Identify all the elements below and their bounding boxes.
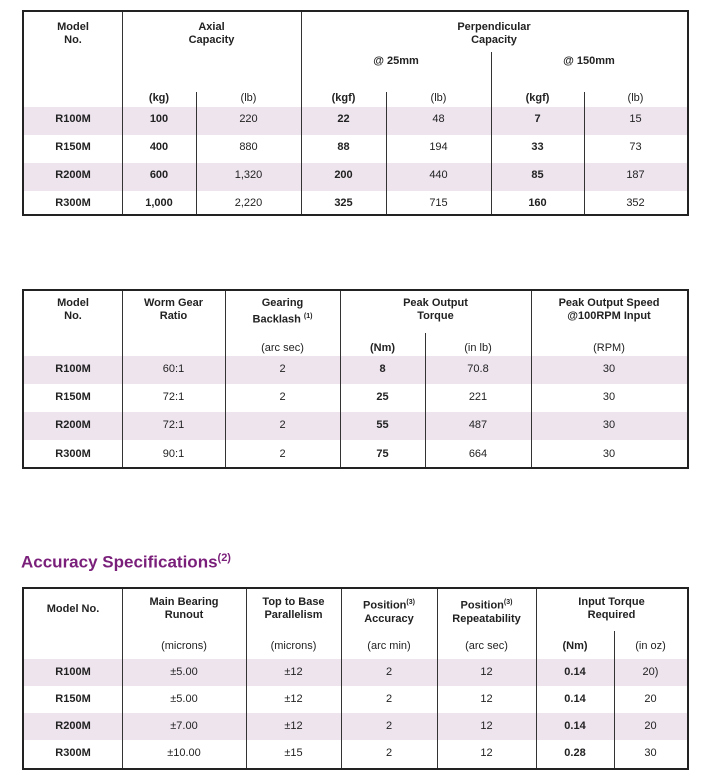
unit-microns: (microns) [161, 640, 207, 652]
value-cell: 440 [429, 169, 448, 181]
unit-kgf: (kgf) [331, 92, 356, 104]
value-cell: 15 [629, 113, 642, 125]
value-cell: 194 [429, 141, 448, 153]
value-cell: 664 [468, 448, 488, 460]
unit-microns: (microns) [270, 640, 317, 652]
value-cell: 7 [534, 113, 541, 125]
value-cell: 30 [602, 363, 616, 375]
value-cell: 2 [279, 391, 286, 403]
model-cell: R300M [55, 747, 91, 759]
unit-rpm: (RPM) [593, 342, 625, 354]
header-model: Model No. [57, 297, 89, 322]
value-cell: 75 [376, 448, 389, 460]
header-position-accuracy: Position$^{(3)}$ Accuracy [363, 599, 415, 625]
model-cell: R100M [55, 363, 91, 375]
header-peak-torque: Peak Output Torque [403, 297, 468, 322]
value-cell: 88 [337, 141, 350, 153]
header-peak-speed: Peak Output Speed @100RPM Input [558, 297, 660, 322]
unit-kg: (kg) [148, 92, 170, 104]
value-cell: 12 [480, 666, 493, 678]
value-cell: 400 [149, 141, 169, 153]
value-cell: 487 [468, 419, 488, 431]
value-cell: 20) [642, 666, 659, 678]
value-cell: 30 [644, 747, 657, 759]
value-cell: 325 [334, 197, 353, 209]
value-cell: 30 [602, 419, 616, 431]
value-cell: ±12 [284, 720, 303, 732]
value-cell: 12 [480, 720, 493, 732]
model-cell: R300M [55, 448, 91, 460]
header-axial: Axial Capacity [188, 21, 235, 46]
accuracy-table [22, 587, 689, 770]
value-cell: 2 [279, 419, 286, 431]
value-cell: 85 [531, 169, 544, 181]
value-cell: 2 [279, 448, 286, 460]
value-cell: 2 [385, 720, 393, 732]
header-at-150mm: @ 150mm [563, 55, 615, 67]
unit-nm: (Nm) [562, 640, 588, 652]
value-cell: 220 [239, 113, 258, 125]
value-cell: 2 [385, 693, 393, 705]
value-cell: ±10.00 [167, 747, 201, 759]
unit-arc-min: (arc min) [367, 640, 411, 652]
value-cell: 1,320 [234, 169, 263, 181]
value-cell: ±5.00 [170, 666, 198, 678]
model-cell: R200M [55, 419, 91, 431]
value-cell: 8 [379, 363, 386, 375]
value-cell: ±15 [284, 747, 303, 759]
model-cell: R200M [55, 720, 91, 732]
value-cell: 90:1 [162, 448, 185, 460]
value-cell: 160 [528, 197, 547, 209]
value-cell: 0.28 [564, 747, 586, 759]
unit-in-lb: (in lb) [464, 342, 492, 354]
value-cell: ±12 [284, 666, 303, 678]
value-cell: 2 [385, 666, 393, 678]
header-perpendicular: Perpendicular Capacity [457, 21, 531, 46]
value-cell: 2 [385, 747, 393, 759]
unit-lb: (lb) [430, 92, 447, 104]
value-cell: 12 [480, 747, 493, 759]
header-parallelism: Top to Base Parallelism [262, 596, 325, 621]
value-cell: 12 [480, 693, 493, 705]
value-cell: 880 [239, 141, 258, 153]
value-cell: 30 [602, 448, 616, 460]
header-input-torque: Input Torque Required [578, 596, 645, 621]
value-cell: 100 [149, 113, 169, 125]
value-cell: ±7.00 [170, 720, 198, 732]
value-cell: 73 [629, 141, 642, 153]
value-cell: 1,000 [145, 197, 173, 209]
model-cell: R300M [55, 197, 91, 209]
value-cell: 2,220 [234, 197, 263, 209]
value-cell: 72:1 [162, 419, 185, 431]
header-at-25mm: @ 25mm [373, 55, 419, 67]
value-cell: 0.14 [564, 666, 586, 678]
model-cell: R150M [55, 693, 91, 705]
value-cell: 600 [149, 169, 169, 181]
value-cell: 0.14 [564, 693, 586, 705]
unit-lb: (lb) [627, 92, 644, 104]
model-cell: R100M [55, 113, 91, 125]
header-worm-gear: Worm Gear Ratio [143, 297, 204, 322]
value-cell: 200 [334, 169, 353, 181]
model-cell: R100M [55, 666, 91, 678]
model-cell: R150M [55, 141, 91, 153]
value-cell: ±5.00 [170, 693, 198, 705]
unit-in-oz: (in oz) [635, 640, 666, 652]
unit-arc-sec: (arc sec) [261, 342, 304, 354]
value-cell: 30 [602, 391, 616, 403]
unit-kgf: (kgf) [525, 92, 550, 104]
value-cell: 187 [626, 169, 645, 181]
header-model: Model No. [46, 603, 100, 615]
gear-table [22, 289, 689, 469]
value-cell: 0.14 [564, 720, 586, 732]
value-cell: 70.8 [467, 363, 489, 375]
unit-lb: (lb) [240, 92, 257, 104]
value-cell: 22 [337, 113, 350, 125]
header-model: Model No. [57, 21, 89, 46]
value-cell: 221 [468, 391, 488, 403]
value-cell: ±12 [284, 693, 303, 705]
unit-arc-sec: (arc sec) [465, 640, 508, 652]
header-backlash: Gearing Backlash $^{(1)}$ [252, 297, 313, 326]
value-cell: 48 [432, 113, 445, 125]
value-cell: 20 [644, 693, 657, 705]
value-cell: 60:1 [162, 363, 185, 375]
model-cell: R150M [55, 391, 91, 403]
value-cell: 352 [626, 197, 645, 209]
value-cell: 33 [531, 141, 544, 153]
header-position-repeatability: Position$^{(3)}$ Repeatability [452, 599, 521, 625]
value-cell: 72:1 [162, 391, 185, 403]
value-cell: 25 [376, 391, 389, 403]
accuracy-section-title: Accuracy Specifications$^{(2)}$ [21, 552, 231, 572]
model-cell: R200M [55, 169, 91, 181]
unit-nm: (Nm) [369, 342, 396, 354]
capacity-table [22, 10, 689, 216]
header-runout: Main Bearing Runout [149, 596, 219, 621]
value-cell: 20 [644, 720, 657, 732]
value-cell: 2 [279, 363, 286, 375]
value-cell: 715 [429, 197, 448, 209]
value-cell: 55 [376, 419, 389, 431]
